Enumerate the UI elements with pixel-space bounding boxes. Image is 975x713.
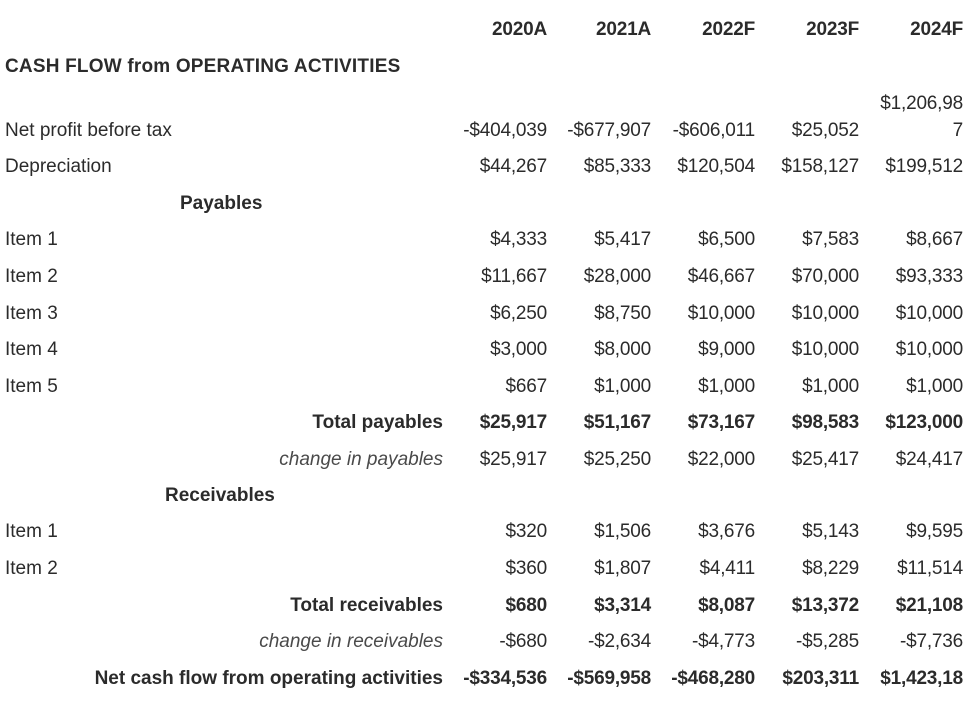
table-row	[0, 335, 975, 365]
payables-item-value[interactable]: $10,000	[895, 339, 963, 360]
depreciation-2020a[interactable]: $44,267	[479, 156, 547, 177]
net-profit-2020a[interactable]: -$404,039	[463, 120, 547, 141]
table-row	[0, 225, 975, 255]
change-payables-row	[0, 445, 975, 475]
net-profit-2023f[interactable]: $25,052	[791, 120, 859, 141]
receivables-item-value[interactable]: $360	[505, 558, 547, 579]
net-cash-flow-value[interactable]: $203,311	[782, 668, 859, 689]
table-row	[0, 372, 975, 402]
payables-item-value[interactable]: $8,667	[906, 229, 963, 250]
change-payables-value[interactable]: $24,417	[895, 449, 963, 470]
column-header-2023f[interactable]: 2023F	[806, 19, 859, 40]
net-profit-2024f-line1[interactable]: $1,206,98	[880, 93, 963, 114]
total-payables-value[interactable]: $123,000	[885, 412, 963, 433]
column-header-2022f[interactable]: 2022F	[702, 19, 755, 40]
payables-item-value[interactable]: $4,333	[490, 229, 547, 250]
total-payables-value[interactable]: $25,917	[479, 412, 547, 433]
total-payables-value[interactable]: $51,167	[583, 412, 651, 433]
table-row	[0, 262, 975, 292]
receivables-item-value[interactable]: $320	[505, 521, 547, 542]
total-receivables-value[interactable]: $8,087	[698, 595, 755, 616]
change-receivables-value[interactable]: -$680	[499, 631, 547, 652]
change-receivables-value[interactable]: -$2,634	[587, 631, 651, 652]
change-payables-label[interactable]: change in payables	[279, 449, 443, 470]
depreciation-2023f[interactable]: $158,127	[781, 156, 859, 177]
payables-item-value[interactable]: $28,000	[583, 266, 651, 287]
total-receivables-label[interactable]: Total receivables	[290, 595, 443, 616]
payables-item-value[interactable]: $10,000	[791, 303, 859, 324]
total-payables-value[interactable]: $73,167	[687, 412, 755, 433]
payables-item-label[interactable]: Item 3	[5, 303, 58, 324]
net-cash-flow-value[interactable]: -$334,536	[463, 668, 547, 689]
net-cash-flow-value[interactable]: -$569,958	[567, 668, 651, 689]
payables-item-value[interactable]: $1,000	[594, 376, 651, 397]
table-row	[0, 299, 975, 329]
total-payables-label[interactable]: Total payables	[312, 412, 443, 433]
payables-item-value[interactable]: $46,667	[687, 266, 755, 287]
change-payables-value[interactable]: $25,917	[479, 449, 547, 470]
receivables-item-label[interactable]: Item 2	[5, 558, 58, 579]
payables-item-value[interactable]: $3,000	[490, 339, 547, 360]
change-receivables-value[interactable]: -$7,736	[899, 631, 963, 652]
payables-item-value[interactable]: $9,000	[698, 339, 755, 360]
payables-item-value[interactable]: $7,583	[802, 229, 859, 250]
total-receivables-value[interactable]: $13,372	[791, 595, 859, 616]
receivables-item-value[interactable]: $4,411	[699, 558, 755, 579]
payables-item-value[interactable]: $5,417	[594, 229, 651, 250]
total-receivables-value[interactable]: $680	[505, 595, 547, 616]
net-profit-2021a[interactable]: -$677,907	[567, 120, 651, 141]
payables-item-value[interactable]: $10,000	[791, 339, 859, 360]
payables-item-label[interactable]: Item 2	[5, 266, 58, 287]
net-cash-flow-row	[0, 664, 975, 694]
total-payables-value[interactable]: $98,583	[791, 412, 859, 433]
column-header-2021a[interactable]: 2021A	[596, 19, 651, 40]
payables-item-value[interactable]: $667	[505, 376, 547, 397]
total-receivables-value[interactable]: $3,314	[594, 595, 651, 616]
net-cash-flow-label[interactable]: Net cash flow from operating activities	[94, 668, 443, 689]
receivables-item-value[interactable]: $9,595	[906, 521, 963, 542]
payables-heading[interactable]: Payables	[180, 193, 263, 214]
receivables-item-value[interactable]: $11,514	[897, 558, 963, 579]
net-profit-2024f-line2[interactable]: 7	[952, 120, 963, 141]
receivables-heading-row	[0, 481, 975, 511]
change-payables-value[interactable]: $25,250	[583, 449, 651, 470]
receivables-item-label[interactable]: Item 1	[5, 521, 58, 542]
payables-item-label[interactable]: Item 5	[5, 376, 58, 397]
net-cash-flow-value[interactable]: -$468,280	[671, 668, 755, 689]
change-receivables-row	[0, 627, 975, 657]
column-header-2020a[interactable]: 2020A	[492, 19, 547, 40]
table-row	[0, 517, 975, 547]
section-title-row	[0, 52, 975, 82]
depreciation-2024f[interactable]: $199,512	[885, 156, 963, 177]
column-header-2024f[interactable]: 2024F	[910, 19, 963, 40]
total-payables-row	[0, 408, 975, 438]
payables-item-label[interactable]: Item 4	[5, 339, 58, 360]
receivables-item-value[interactable]: $1,807	[594, 558, 651, 579]
change-receivables-value[interactable]: -$4,773	[691, 631, 755, 652]
payables-item-value[interactable]: $11,667	[481, 266, 547, 287]
net-cash-flow-value[interactable]: $1,423,18	[880, 668, 963, 689]
receivables-item-value[interactable]: $1,506	[594, 521, 651, 542]
payables-heading-row	[0, 189, 975, 219]
payables-item-value[interactable]: $10,000	[895, 303, 963, 324]
depreciation-row	[0, 152, 975, 182]
payables-item-value[interactable]: $8,750	[594, 303, 651, 324]
table-row	[0, 554, 975, 584]
change-receivables-label[interactable]: change in receivables	[259, 631, 443, 652]
payables-item-value[interactable]: $1,000	[802, 376, 859, 397]
net-profit-row	[0, 116, 975, 146]
payables-item-value[interactable]: $6,500	[698, 229, 755, 250]
change-payables-value[interactable]: $22,000	[687, 449, 755, 470]
payables-item-value[interactable]: $8,000	[594, 339, 651, 360]
depreciation-2022f[interactable]: $120,504	[677, 156, 755, 177]
section-title[interactable]: CASH FLOW from OPERATING ACTIVITIES	[5, 56, 401, 77]
receivables-item-value[interactable]: $8,229	[802, 558, 859, 579]
header-row	[0, 15, 975, 45]
depreciation-label[interactable]: Depreciation	[5, 156, 112, 177]
net-profit-2022f[interactable]: -$606,011	[672, 120, 755, 141]
payables-item-value[interactable]: $1,000	[906, 376, 963, 397]
receivables-item-value[interactable]: $3,676	[698, 521, 755, 542]
total-receivables-value[interactable]: $21,108	[895, 595, 963, 616]
payables-item-value[interactable]: $1,000	[698, 376, 755, 397]
change-payables-value[interactable]: $25,417	[791, 449, 859, 470]
receivables-item-value[interactable]: $5,143	[802, 521, 859, 542]
net-profit-label[interactable]: Net profit before tax	[5, 120, 172, 141]
depreciation-2021a[interactable]: $85,333	[583, 156, 651, 177]
payables-item-label[interactable]: Item 1	[5, 229, 58, 250]
total-receivables-row	[0, 591, 975, 621]
payables-item-value[interactable]: $6,250	[490, 303, 547, 324]
change-receivables-value[interactable]: -$5,285	[795, 631, 859, 652]
payables-item-value[interactable]: $10,000	[687, 303, 755, 324]
payables-item-value[interactable]: $70,000	[791, 266, 859, 287]
payables-item-value[interactable]: $93,333	[895, 266, 963, 287]
receivables-heading[interactable]: Receivables	[165, 485, 275, 506]
